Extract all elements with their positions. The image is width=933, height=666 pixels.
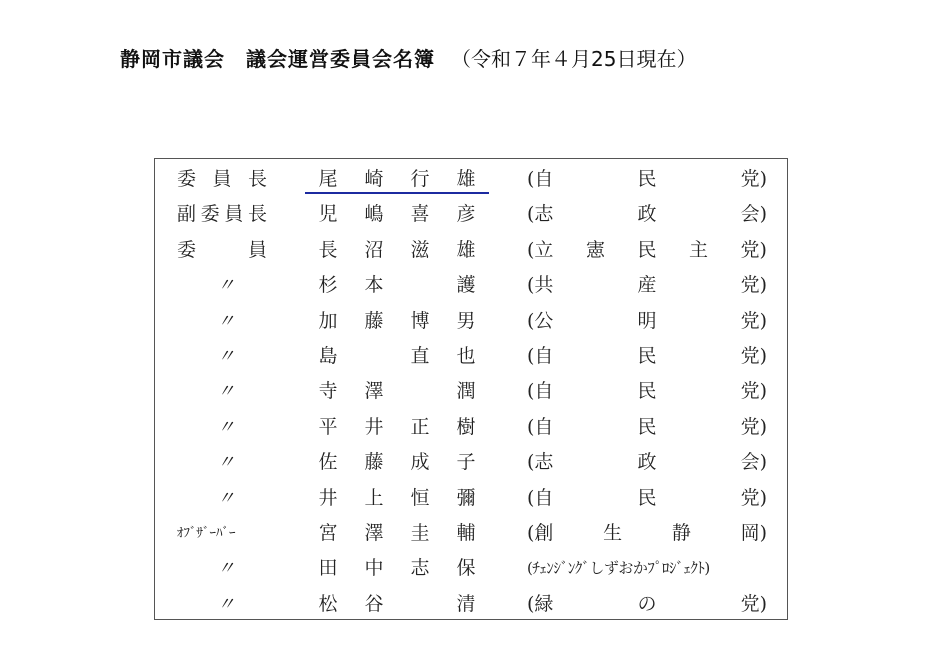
party-char: 党) [740,274,767,297]
name-char: 潤 [456,380,476,403]
page-title [120,44,696,74]
member-name [318,481,476,516]
name-char: 島 [318,345,338,367]
roster-row [155,374,787,409]
party-char: (創 [527,522,554,544]
party-char: (志 [527,451,554,474]
name-char: 崎 [364,168,384,190]
party-char: (自 [527,380,554,403]
name-char: 恒 [410,486,430,509]
roster-row [155,587,787,622]
name-char: 寺 [318,380,338,403]
name-char: 彌 [456,486,476,509]
role-char: 副 [177,203,197,226]
party-char: 党) [740,345,767,367]
roster-row [155,410,787,445]
name-char: 護 [456,274,476,297]
name-char: 也 [456,345,476,367]
role-char: ｵﾌﾞｻﾞｰﾊﾞｰ [177,526,236,541]
name-char: 澤 [364,380,384,403]
member-role [177,410,307,445]
roster-row [155,551,787,586]
role-char: 員 [212,168,232,190]
party-char: 静 [671,522,691,544]
party-char: (自 [527,168,554,190]
member-party [527,410,767,445]
party-char: (自 [527,415,554,438]
member-name [318,410,476,445]
role-char: 長 [247,168,267,190]
member-party [527,304,767,339]
roster-row [155,197,787,232]
party-char: (自 [527,486,554,509]
role-char: 〃 [217,381,235,403]
member-role [177,516,267,551]
member-party [527,481,767,516]
name-char: 藤 [364,451,384,474]
name-char: 彦 [456,203,476,226]
party-char: 党) [740,486,767,509]
party-char: 民 [637,345,657,367]
member-role [177,268,307,303]
name-char: 澤 [364,522,384,544]
party-char: 民 [637,238,657,261]
role-char: 委 [177,238,197,261]
member-role [177,587,307,622]
name-char: 尾 [318,168,338,190]
role-char: 長 [247,203,267,226]
name-char: 直 [410,345,430,367]
name-char: 子 [456,451,476,474]
name-char: 本 [364,274,384,297]
party-char: (自 [527,345,554,367]
member-role [177,445,307,480]
roster-row [155,445,787,480]
party-char: 岡) [740,522,767,544]
member-role [177,197,267,232]
name-char: 松 [318,592,338,615]
name-char: 滋 [410,238,430,261]
party-char: 産 [637,274,657,297]
role-char: 〃 [217,310,235,332]
party-char: 民 [637,168,657,190]
role-char: 〃 [217,346,235,367]
member-role [177,551,307,586]
roster-row [155,233,787,268]
name-char: 井 [318,486,338,509]
party-char: 政 [637,451,657,474]
name-char: 杉 [318,274,338,297]
committee-roster-table [154,158,788,620]
party-char: 政 [637,203,657,226]
member-name [318,339,476,374]
party-char: 党) [740,415,767,438]
name-char: 樹 [456,415,476,438]
member-party [527,445,767,480]
member-name [318,551,476,586]
name-char: 加 [318,309,338,332]
name-char: 清 [456,592,476,615]
party-char: 党) [740,309,767,332]
name-char: 男 [456,309,476,332]
name-char: 博 [410,309,430,332]
name-char: 喜 [410,203,430,226]
party-char: 党) [740,380,767,403]
name-char: 志 [410,557,430,580]
name-char: 嶋 [364,203,384,226]
name-char: 輔 [456,522,476,544]
member-role [177,481,307,516]
member-name [318,374,476,409]
party-char: の [637,592,657,615]
name-char: 雄 [456,238,476,261]
role-char: 〃 [217,593,235,615]
name-char: 井 [364,415,384,438]
party-char: (緑 [527,592,554,615]
member-party [527,516,767,551]
party-char: 民 [637,415,657,438]
member-role [177,339,307,374]
party-char: (志 [527,203,554,226]
party-char: (公 [527,309,554,332]
party-char: 会) [740,451,767,474]
name-char: 中 [364,557,384,580]
member-name [318,587,476,622]
party-char: 憲 [585,238,605,261]
party-char: 会) [740,203,767,226]
member-name [318,445,476,480]
member-party [527,551,767,586]
role-char: 委 [177,168,197,190]
name-char: 長 [318,238,338,261]
name-char: 田 [318,557,338,580]
member-role [177,162,267,197]
party-char: (立 [527,238,554,261]
name-char: 雄 [456,168,476,190]
name-char: 谷 [364,592,384,615]
party-char: 主 [689,238,709,261]
member-name [318,233,476,268]
roster-row [155,481,787,516]
member-party [527,197,767,232]
name-char: 児 [318,203,338,226]
party-char: 明 [637,309,657,332]
roster-row [155,162,787,197]
as-of-date: （令和７年４月25日現在） [451,47,697,71]
role-char: 〃 [217,416,235,438]
member-role [177,304,307,339]
role-char: 委 [200,203,220,226]
name-char: 上 [364,486,384,509]
member-name [318,268,476,303]
role-char: 員 [247,238,267,261]
member-role [177,233,267,268]
member-party [527,374,767,409]
member-party [527,162,767,197]
member-name [318,304,476,339]
name-char: 正 [410,415,430,438]
name-char: 沼 [364,238,384,261]
party-char: (共 [527,274,554,297]
document-title: 静岡市議会 議会運営委員会名簿 [120,47,435,71]
member-party [527,233,767,268]
member-party [527,268,767,303]
name-char: 保 [456,557,476,580]
party-char: 党) [740,592,767,615]
name-char: 藤 [364,309,384,332]
roster-row [155,516,787,551]
name-char: 佐 [318,451,338,474]
role-char: 〃 [217,487,235,509]
member-name [318,197,476,232]
member-party [527,339,767,374]
name-char: 宮 [318,522,338,544]
member-name [318,516,476,551]
party-char: 党) [740,238,767,261]
party-char: (ﾁｪﾝｼﾞﾝｸﾞしずおかﾌﾟﾛｼﾞｪｸﾄ) [527,559,710,578]
party-char: 民 [637,486,657,509]
role-char: 〃 [217,275,235,297]
party-char: 党) [740,168,767,190]
name-char: 平 [318,415,338,438]
roster-row [155,339,787,374]
name-char: 成 [410,451,430,474]
role-char: 員 [224,203,244,226]
name-char: 行 [410,168,430,190]
roster-row [155,304,787,339]
role-char: 〃 [217,452,235,474]
name-char: 圭 [410,522,430,544]
member-party [527,587,767,622]
member-role [177,374,307,409]
party-char: 生 [603,522,623,544]
roster-row [155,268,787,303]
chair-name-underline [305,192,489,194]
role-char: 〃 [217,558,235,580]
party-char: 民 [637,380,657,403]
